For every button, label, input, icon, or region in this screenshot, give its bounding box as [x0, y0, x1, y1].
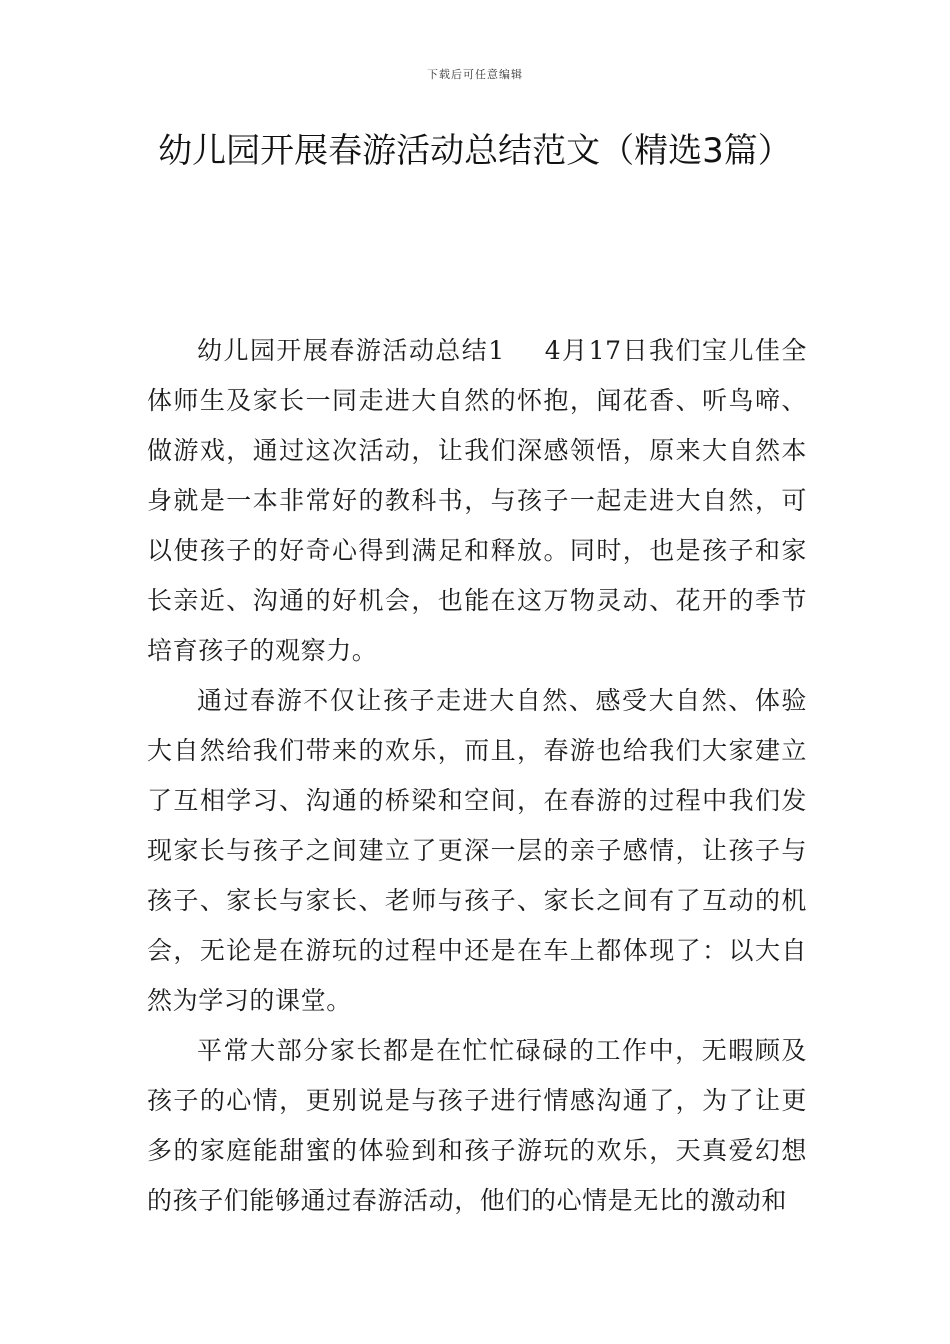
section-heading: 幼儿园开展春游活动总结1: [197, 336, 505, 365]
paragraph-2: 通过春游不仅让孩子走进大自然、感受大自然、体验大自然给我们带来的欢乐，而且，春游也给我们大家建立了互相学习、沟通的桥梁和空间，在春游的过程中我们发现家长与孩子之间建立了更深一层的亲子感情，让孩子与孩子、家长与家长、老师与孩子、家长之间有了互动的机会，无论是在游玩的过程中还是在车上都体现了：以大自然为学习的课堂。: [147, 686, 807, 1015]
header-note: 下载后可任意编辑: [427, 68, 523, 81]
document-title: 幼儿园开展春游活动总结范文（精选3篇）: [158, 131, 792, 171]
document-body: [147, 326, 807, 1226]
paragraph-1-text: 4月17日我们宝儿佳全体师生及家长一同走进大自然的怀抱，闻花香、听鸟啼、做游戏，通过这次活动，让我们深感领悟，原来大自然本身就是一本非常好的教科书，与孩子一起走进大自然，可以使孩子的好奇心得到满足和释放。同时，也是孩子和家长亲近、沟通的好机会，也能在这万物灵动、花开的季节培育孩子的观察力。: [147, 336, 808, 665]
paragraph-1: [147, 326, 807, 676]
paragraph-3: 平常大部分家长都是在忙忙碌碌的工作中，无暇顾及孩子的心情，更别说是与孩子进行情感沟通了，为了让更多的家庭能甜蜜的体验到和孩子游玩的欢乐，天真爱幻想的孩子们能够通过春游活动，他们的心情是无比的激动和: [147, 1036, 807, 1215]
